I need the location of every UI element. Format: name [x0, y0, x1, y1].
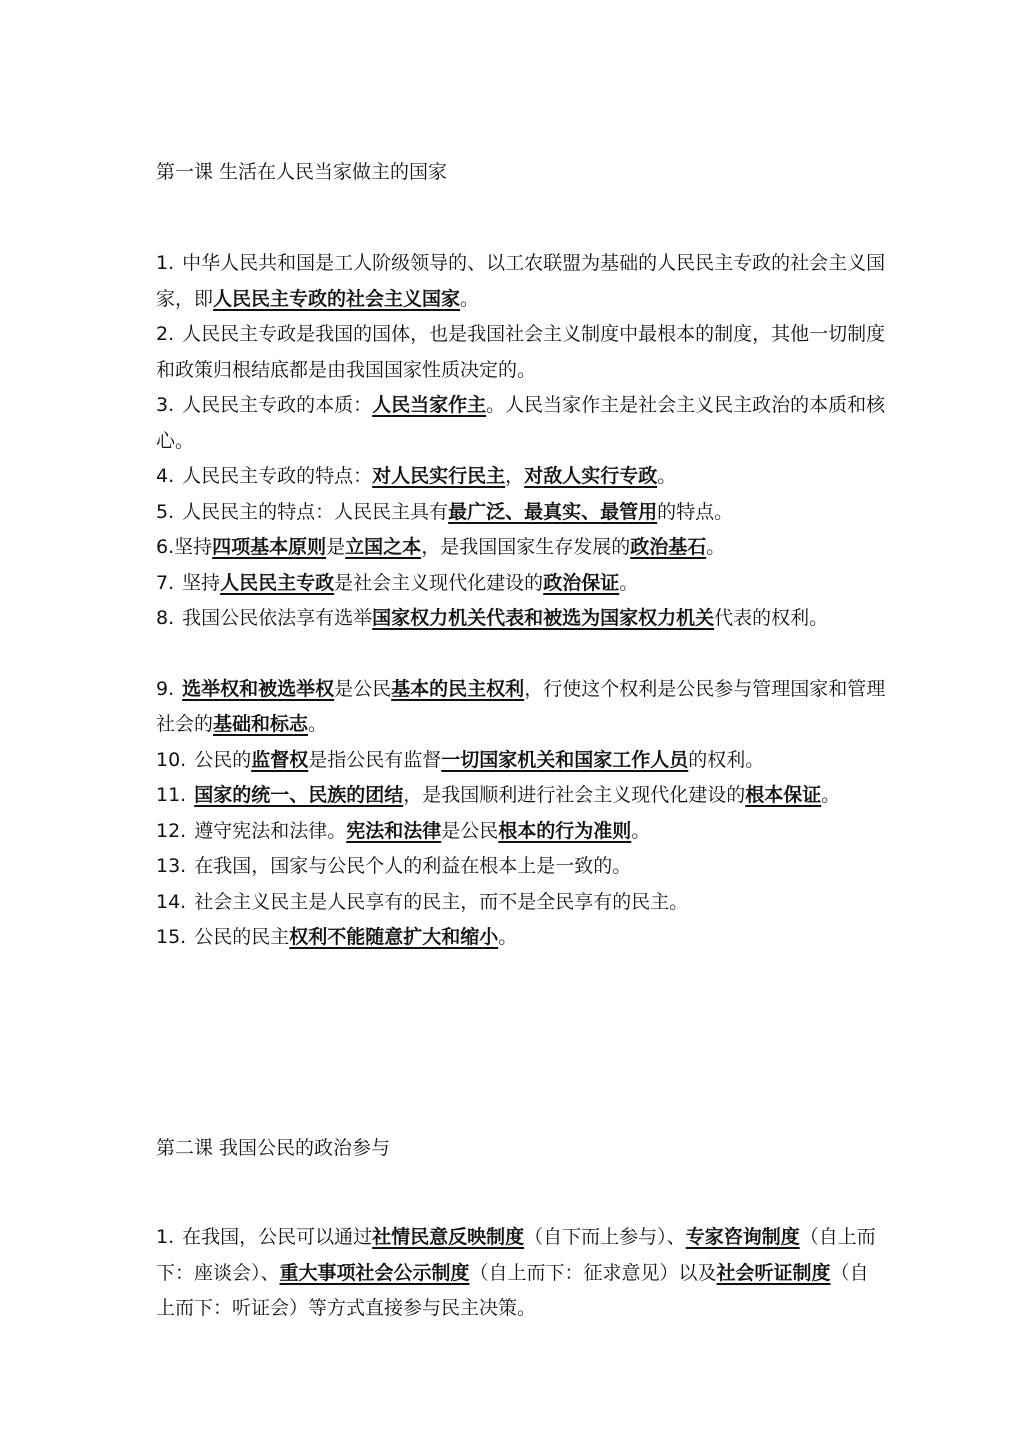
list-item: [156, 1220, 886, 1327]
item-text: ，行使这个权利是公民参与管理国家和管理社会的: [156, 677, 886, 735]
item-text: 人民民主的特点：人民民主具有: [182, 500, 449, 523]
item-text: 。: [706, 536, 726, 558]
list-item: [156, 778, 886, 814]
key-phrase: 监督权: [251, 748, 309, 771]
item-text: 。: [619, 571, 639, 594]
lesson1-points: [156, 246, 886, 956]
key-phrase: 宪法和法律: [346, 819, 442, 842]
list-item: [156, 566, 886, 602]
item-text: ，是我国国家生存发展的: [421, 536, 631, 558]
list-item: [156, 885, 886, 921]
key-phrase: 人民民主专政: [220, 571, 335, 594]
key-phrase: 政治基石: [630, 536, 707, 558]
item-number: 12.: [156, 819, 187, 842]
item-text: 在我国，国家与公民个人的利益在根本上是一致的。: [194, 855, 632, 877]
key-phrase: 权利不能随意扩大和缩小: [289, 926, 499, 948]
key-phrase: 基础和标志: [213, 713, 309, 735]
key-phrase: 立国之本: [345, 536, 422, 558]
list-item: [156, 743, 886, 779]
item-text: 。人民当家作主是社会主义民主政治的本质和核心。: [156, 394, 886, 452]
key-phrase: 人民当家作主: [372, 394, 487, 416]
key-phrase: 国家权力机关代表和被选为国家权力机关: [372, 607, 715, 629]
item-number: 7.: [156, 571, 175, 594]
key-phrase: 一切国家机关和国家工作人员: [441, 748, 689, 771]
item-text: （自下而上参与）、: [524, 1226, 686, 1248]
item-text: 遵守宪法和法律。: [194, 819, 347, 842]
item-text: 。: [308, 713, 328, 735]
item-number: 8.: [156, 607, 175, 629]
key-phrase: 四项基本原则: [212, 536, 327, 558]
item-text: 的特点。: [657, 500, 734, 523]
item-text: 公民的: [194, 748, 252, 771]
item-text: 是公民: [441, 819, 499, 842]
item-text: 坚持: [182, 571, 221, 594]
key-phrase: 重大事项社会公示制度: [279, 1261, 470, 1284]
item-text: 在我国，公民可以通过: [182, 1226, 373, 1248]
list-item: [156, 317, 886, 388]
lesson1-title: 第一课 生活在人民当家做主的国家: [156, 161, 448, 183]
item-text: 6.坚持: [156, 536, 213, 558]
item-text: 是指公民有监督: [308, 748, 442, 771]
item-number: 14.: [156, 890, 187, 913]
item-number: 10.: [156, 748, 187, 771]
item-number: 15.: [156, 926, 187, 948]
item-text: 是: [326, 536, 346, 558]
item-text: （自上而下：听证会）等方式直接参与民主决策。: [156, 1261, 869, 1319]
item-number: 4.: [156, 465, 175, 487]
key-phrase: 最广泛、最真实、最管用: [448, 500, 658, 523]
key-phrase: 根本保证: [745, 784, 822, 806]
item-text: 是公民: [334, 677, 392, 700]
key-phrase: 人民民主专政的社会主义国家: [213, 287, 461, 310]
key-phrase: 对人民实行民主: [372, 465, 506, 487]
list-item: [156, 920, 886, 956]
item-text: （自上而下：座谈会）、: [156, 1226, 876, 1284]
paragraph-gap: [156, 637, 886, 672]
key-phrase: 选举权和被选举权: [182, 677, 335, 700]
key-phrase: 社情民意反映制度: [372, 1226, 525, 1248]
key-phrase: 基本的民主权利: [391, 677, 525, 700]
item-number: 5.: [156, 500, 175, 523]
item-text: 人民民主专政的本质：: [182, 394, 373, 416]
key-phrase: 国家的统一、民族的团结: [194, 784, 404, 806]
item-text: ，: [505, 465, 525, 487]
list-item: [156, 495, 886, 531]
list-item: [156, 849, 886, 885]
key-phrase: 根本的行为准则: [498, 819, 632, 842]
list-item: [156, 530, 886, 566]
item-text: 社会主义民主是人民享有的民主，而不是全民享有的民主。: [194, 890, 689, 913]
item-text: 。: [821, 784, 841, 806]
item-number: 13.: [156, 855, 187, 877]
item-text: 公民的民主: [194, 926, 290, 948]
item-text: 中华人民共和国是工人阶级领导的、以工农联盟为基础的人民民主专政的社会主义国家，即: [156, 252, 886, 310]
item-text: 。: [460, 287, 480, 310]
item-text: 代表的权利。: [714, 607, 829, 629]
item-number: 11.: [156, 784, 187, 806]
lesson2-title: 第二课 我国公民的政治参与: [156, 1137, 391, 1159]
item-number: 2.: [156, 323, 175, 345]
item-number: 3.: [156, 394, 175, 416]
list-item: [156, 388, 886, 459]
list-item: [156, 672, 886, 743]
item-number: 9.: [156, 677, 175, 700]
item-text: 人民民主专政是我国的国体，也是我国社会主义制度中最根本的制度，其他一切制度和政策归根结底都是由我国国家性质决定的。: [156, 323, 886, 381]
list-item: [156, 814, 886, 850]
item-text: 是社会主义现代化建设的: [334, 571, 544, 594]
item-text: 人民民主专政的特点：: [182, 465, 373, 487]
lesson2-points: [156, 1220, 886, 1327]
list-item: [156, 601, 886, 637]
item-text: 。: [631, 819, 651, 842]
item-text: ，是我国顺利进行社会主义现代化建设的: [403, 784, 746, 806]
key-phrase: 社会听证制度: [716, 1261, 831, 1284]
item-number: 1.: [156, 252, 175, 274]
key-phrase: 对敌人实行专政: [524, 465, 658, 487]
item-text: 。: [657, 465, 677, 487]
item-text: 的权利。: [688, 748, 765, 771]
key-phrase: 专家咨询制度: [685, 1226, 800, 1248]
key-phrase: 政治保证: [543, 571, 620, 594]
list-item: [156, 246, 886, 317]
item-text: 我国公民依法享有选举: [182, 607, 373, 629]
item-text: （自上而下：征求意见）以及: [469, 1261, 717, 1284]
item-number: 1.: [156, 1226, 175, 1248]
list-item: [156, 459, 886, 495]
item-text: 。: [498, 926, 518, 948]
